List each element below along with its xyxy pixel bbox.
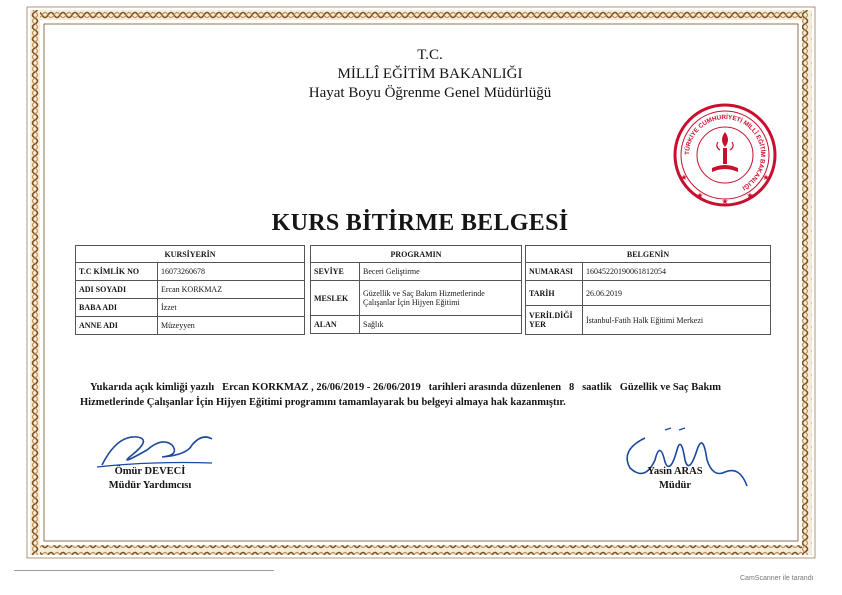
program-heading: PROGRAMIN <box>311 246 522 263</box>
table-row <box>76 317 305 335</box>
signer-name: Ömür DEVECİ <box>114 466 186 477</box>
svg-text:★: ★ <box>762 173 770 182</box>
table-row <box>76 263 305 281</box>
field-label: T.C KİMLİK NO <box>76 263 158 281</box>
field-label: ADI SOYADI <box>76 281 158 299</box>
certificate-info-table <box>525 245 771 335</box>
field-label: VERİLDİĞİ YER <box>526 306 583 335</box>
field-value: Müzeyyen <box>158 317 305 335</box>
field-label: SEVİYE <box>311 263 360 281</box>
scan-edge-line <box>14 570 274 571</box>
signature-block-director <box>635 465 715 493</box>
field-value: İzzet <box>158 299 305 317</box>
statement-part: saatlik <box>582 382 612 393</box>
statement-part: tarihleri arasında düzenlenen <box>428 382 562 393</box>
trainee-name: Ercan KORKMAZ <box>222 382 309 393</box>
signature-block-deputy <box>95 465 205 493</box>
signer-name: Yasin ARAS <box>647 466 703 477</box>
field-label: MESLEK <box>311 281 360 316</box>
header-tc: T.C. <box>417 47 443 63</box>
table-row <box>76 299 305 317</box>
field-label: NUMARASI <box>526 263 583 281</box>
trainee-heading: KURSİYERİN <box>76 246 305 263</box>
field-value: 16073260678 <box>158 263 305 281</box>
course-name: Güzellik ve Saç Bakım Hizmetlerinde Çalışanlar İçin Hijyen Eğitimi <box>80 382 721 408</box>
svg-text:★: ★ <box>721 197 729 206</box>
table-row <box>311 263 522 281</box>
signer-title: Müdür Yardımcısı <box>108 480 192 491</box>
seal-text: TÜRKİYE CUMHURİYETİ MİLLÎ EĞİTİM BAKANLIĞI <box>683 113 767 192</box>
certificate-heading: BELGENİN <box>526 246 771 263</box>
ministry-seal-icon <box>670 100 780 210</box>
field-value: 16045220190061812054 <box>583 263 771 281</box>
statement-part: Yukarıda açık kimliği yazılı <box>90 382 215 393</box>
scanner-watermark: CamScanner ile tarandı <box>740 575 814 582</box>
statement-part: programını tamamlayarak bu belgeyi almaya hak kazanmıştır. <box>284 397 566 408</box>
header-directorate: Hayat Boyu Öğrenme Genel Müdürlüğü <box>308 85 552 101</box>
table-row <box>526 306 771 335</box>
table-row <box>311 281 522 316</box>
field-value: Ercan KORKMAZ <box>158 281 305 299</box>
certificate-title: KURS BİTİRME BELGESİ <box>271 210 569 236</box>
svg-text:★: ★ <box>680 173 688 182</box>
field-label: ALAN <box>311 316 360 334</box>
table-row <box>526 263 771 281</box>
table-row <box>76 281 305 299</box>
field-value: İstanbul-Fatih Halk Eğitimi Merkezi <box>583 306 771 335</box>
completion-statement <box>80 380 770 410</box>
svg-text:★: ★ <box>696 191 704 200</box>
issuer-header <box>250 46 610 103</box>
header-ministry: MİLLÎ EĞİTİM BAKANLIĞI <box>337 66 523 82</box>
field-value: Beceri Geliştirme <box>360 263 522 281</box>
field-label: BABA ADI <box>76 299 158 317</box>
table-row <box>311 316 522 334</box>
statement-dates: , 26/06/2019 - 26/06/2019 <box>311 382 421 393</box>
field-label: TARİH <box>526 281 583 306</box>
program-info-table <box>310 245 522 334</box>
field-value: Güzellik ve Saç Bakım Hizmetlerinde Çalışanlar İçin Hijyen Eğitimi <box>360 281 522 316</box>
trainee-info-table <box>75 245 305 335</box>
field-value: 26.06.2019 <box>583 281 771 306</box>
field-value: Sağlık <box>360 316 522 334</box>
table-row <box>526 281 771 306</box>
svg-text:★: ★ <box>746 191 754 200</box>
signer-title: Müdür <box>658 480 692 491</box>
field-label: ANNE ADI <box>76 317 158 335</box>
course-hours: 8 <box>568 382 575 393</box>
